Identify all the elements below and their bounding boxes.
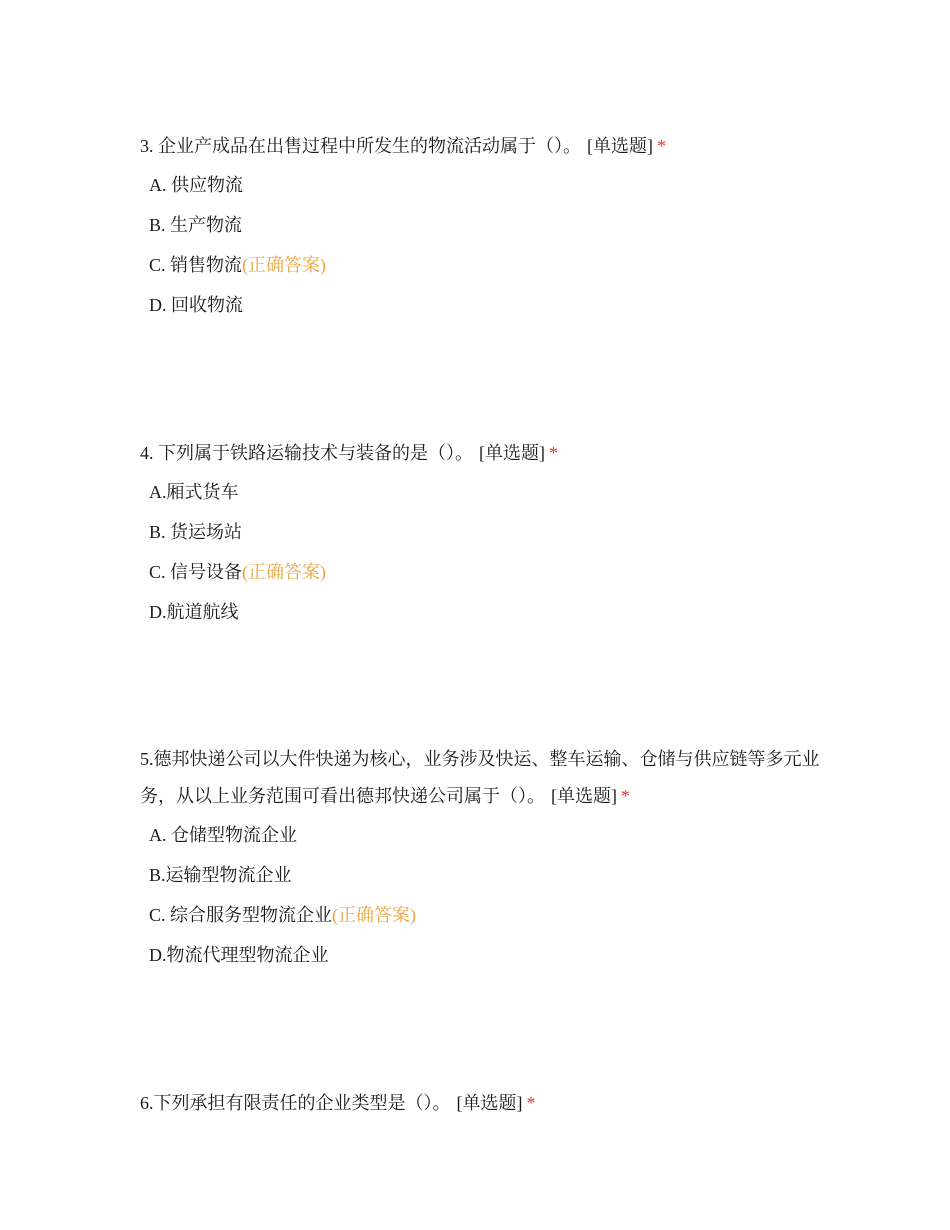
option-text: C. 销售物流 xyxy=(149,255,243,275)
option-text: B. 生产物流 xyxy=(149,215,243,235)
option-text: B. 货运场站 xyxy=(149,522,243,542)
question-title xyxy=(140,1085,820,1122)
question-text: 3. 企业产成品在出售过程中所发生的物流活动属于（）。 xyxy=(140,136,581,156)
option-d xyxy=(149,945,820,985)
option-c xyxy=(149,255,820,295)
option-text: D. 回收物流 xyxy=(149,295,243,315)
option-a xyxy=(149,175,820,215)
option-text: A.厢式货车 xyxy=(149,482,239,502)
option-d xyxy=(149,295,820,335)
question-text: 5.德邦快递公司以大件快递为核心，业务涉及快运、整车运输、仓储与供应链等多元业务，从以上业务范围可看出德邦快递公司属于（）。 xyxy=(140,749,820,806)
option-text: C. 综合服务型物流企业 xyxy=(149,905,333,925)
options-list xyxy=(140,825,820,985)
question-title xyxy=(140,741,820,815)
options-list xyxy=(140,175,820,335)
option-a xyxy=(149,825,820,865)
required-marker: * xyxy=(621,786,630,806)
question-text: 6.下列承担有限责任的企业类型是（）。 xyxy=(140,1093,451,1113)
correct-answer-note: (正确答案) xyxy=(242,562,327,582)
option-text: D.物流代理型物流企业 xyxy=(149,945,329,965)
option-text: A. 仓储型物流企业 xyxy=(149,825,297,845)
required-marker: * xyxy=(657,136,666,156)
question-4 xyxy=(140,435,820,642)
option-d xyxy=(149,602,820,642)
option-text: C. 信号设备 xyxy=(149,562,243,582)
correct-answer-note: (正确答案) xyxy=(332,905,417,925)
question-type-label: [单选题] xyxy=(587,136,653,156)
question-type-label: [单选题] xyxy=(456,1093,523,1113)
option-a xyxy=(149,482,820,522)
option-text: A. 供应物流 xyxy=(149,175,243,195)
option-text: B.运输型物流企业 xyxy=(149,865,292,885)
options-list xyxy=(140,482,820,642)
question-type-label: [单选题] xyxy=(551,786,617,806)
question-6 xyxy=(140,1085,820,1122)
question-title xyxy=(140,435,820,472)
correct-answer-note: (正确答案) xyxy=(242,255,327,275)
option-text: D.航道航线 xyxy=(149,602,239,622)
question-3 xyxy=(140,128,820,335)
option-c xyxy=(149,562,820,602)
option-b xyxy=(149,865,820,905)
option-b xyxy=(149,215,820,255)
question-type-label: [单选题] xyxy=(479,443,545,463)
required-marker: * xyxy=(549,443,558,463)
question-title xyxy=(140,128,820,165)
question-text: 4. 下列属于铁路运输技术与装备的是（）。 xyxy=(140,443,473,463)
option-c xyxy=(149,905,820,945)
required-marker: * xyxy=(526,1093,536,1113)
option-b xyxy=(149,522,820,562)
question-5 xyxy=(140,741,820,985)
